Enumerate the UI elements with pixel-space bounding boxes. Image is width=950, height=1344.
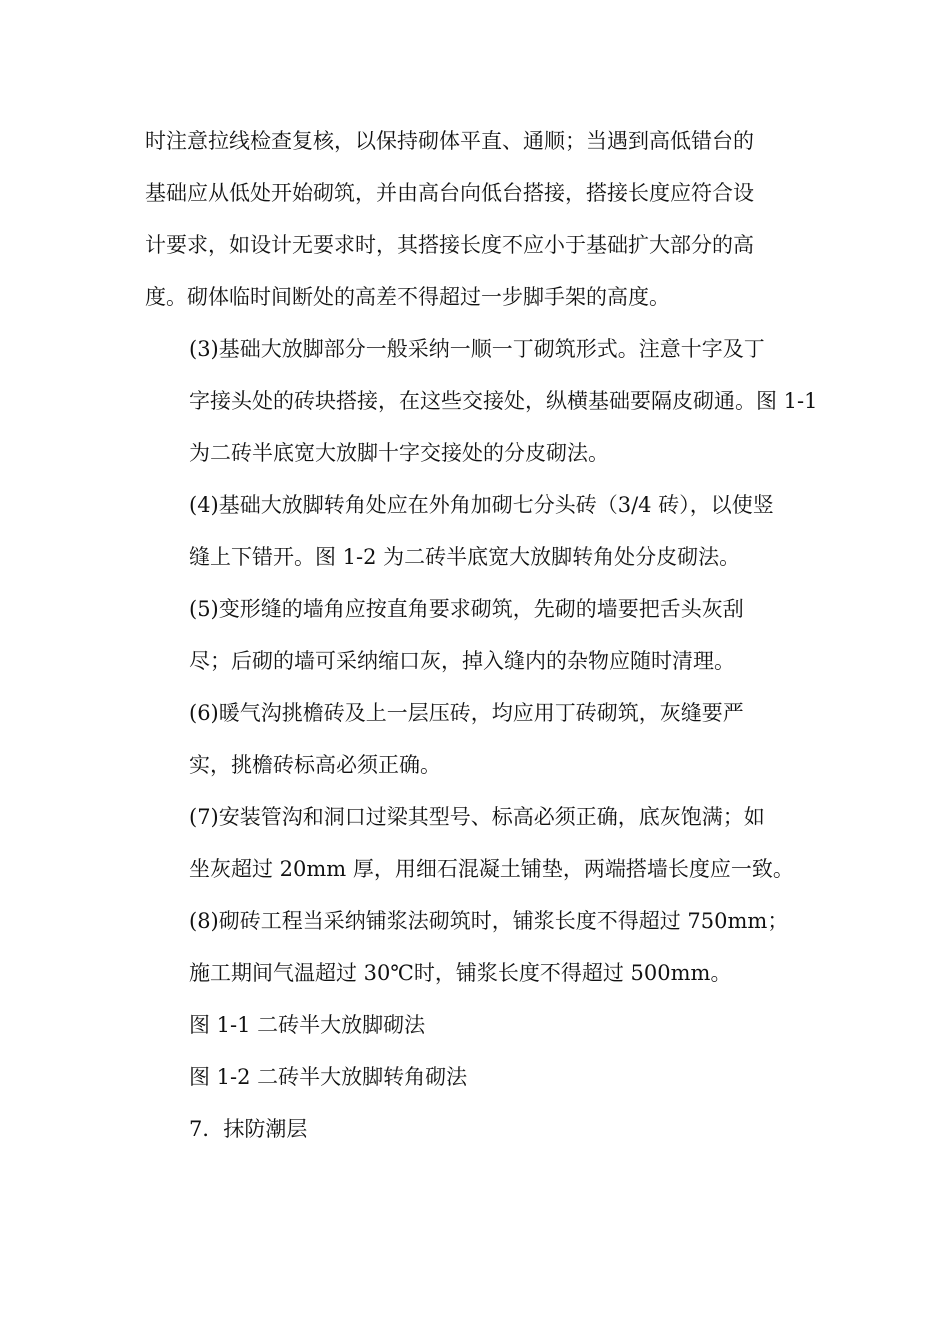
text-line: 字接头处的砖块搭接，在这些交接处，纵横基础要隔皮砌通。图 1-1: [189, 389, 818, 413]
paragraph: [145, 1103, 807, 1155]
text-line: 度。砌体临时间断处的高差不得超过一步脚手架的高度。: [145, 285, 670, 309]
text-line: 计要求，如设计无要求时，其搭接长度不应小于基础扩大部分的高: [145, 233, 754, 257]
text-line: 7．抹防潮层: [189, 1117, 308, 1141]
paragraph: [145, 687, 807, 791]
paragraph: [145, 791, 807, 895]
paragraph: [145, 479, 807, 583]
text-line: (6)暖气沟挑檐砖及上一层压砖，均应用丁砖砌筑，灰缝要严: [189, 701, 744, 725]
paragraph: [145, 895, 807, 999]
text-line: 施工期间气温超过 30℃时，铺浆长度不得超过 500mm。: [189, 961, 732, 985]
text-line: (8)砌砖工程当采纳铺浆法砌筑时，铺浆长度不得超过 750mm；: [189, 909, 789, 933]
document-body: [145, 115, 818, 1155]
text-line: (3)基础大放脚部分一般采纳一顺一丁砌筑形式。注意十字及丁: [189, 337, 765, 361]
text-line: 缝上下错开。图 1-2 为二砖半底宽大放脚转角处分皮砌法。: [189, 545, 741, 569]
paragraph: [145, 1051, 807, 1103]
paragraph: [145, 323, 818, 479]
paragraph: [145, 999, 807, 1051]
paragraph: [145, 583, 807, 687]
text-line: (4)基础大放脚转角处应在外角加砌七分头砖（3/4 砖），以使竖: [189, 493, 774, 517]
text-line: 坐灰超过 20mm 厚，用细石混凝土铺垫，两端搭墙长度应一致。: [189, 857, 794, 881]
text-line: 尽；后砌的墙可采纳缩口灰，掉入缝内的杂物应随时清理。: [189, 649, 735, 673]
text-line: (7)安装管沟和洞口过梁其型号、标高必须正确，底灰饱满；如: [189, 805, 765, 829]
text-line: 时注意拉线检查复核，以保持砌体平直、通顺；当遇到高低错台的: [145, 129, 754, 153]
text-line: 为二砖半底宽大放脚十字交接处的分皮砌法。: [189, 441, 609, 465]
paragraph: [145, 115, 807, 323]
text-line: 基础应从低处开始砌筑，并由高台向低台搭接，搭接长度应符合设: [145, 181, 754, 205]
text-line: 图 1-2 二砖半大放脚转角砌法: [189, 1065, 468, 1089]
text-line: 实，挑檐砖标高必须正确。: [189, 753, 441, 777]
text-line: 图 1-1 二砖半大放脚砌法: [189, 1013, 426, 1037]
text-line: (5)变形缝的墙角应按直角要求砌筑，先砌的墙要把舌头灰刮: [189, 597, 744, 621]
